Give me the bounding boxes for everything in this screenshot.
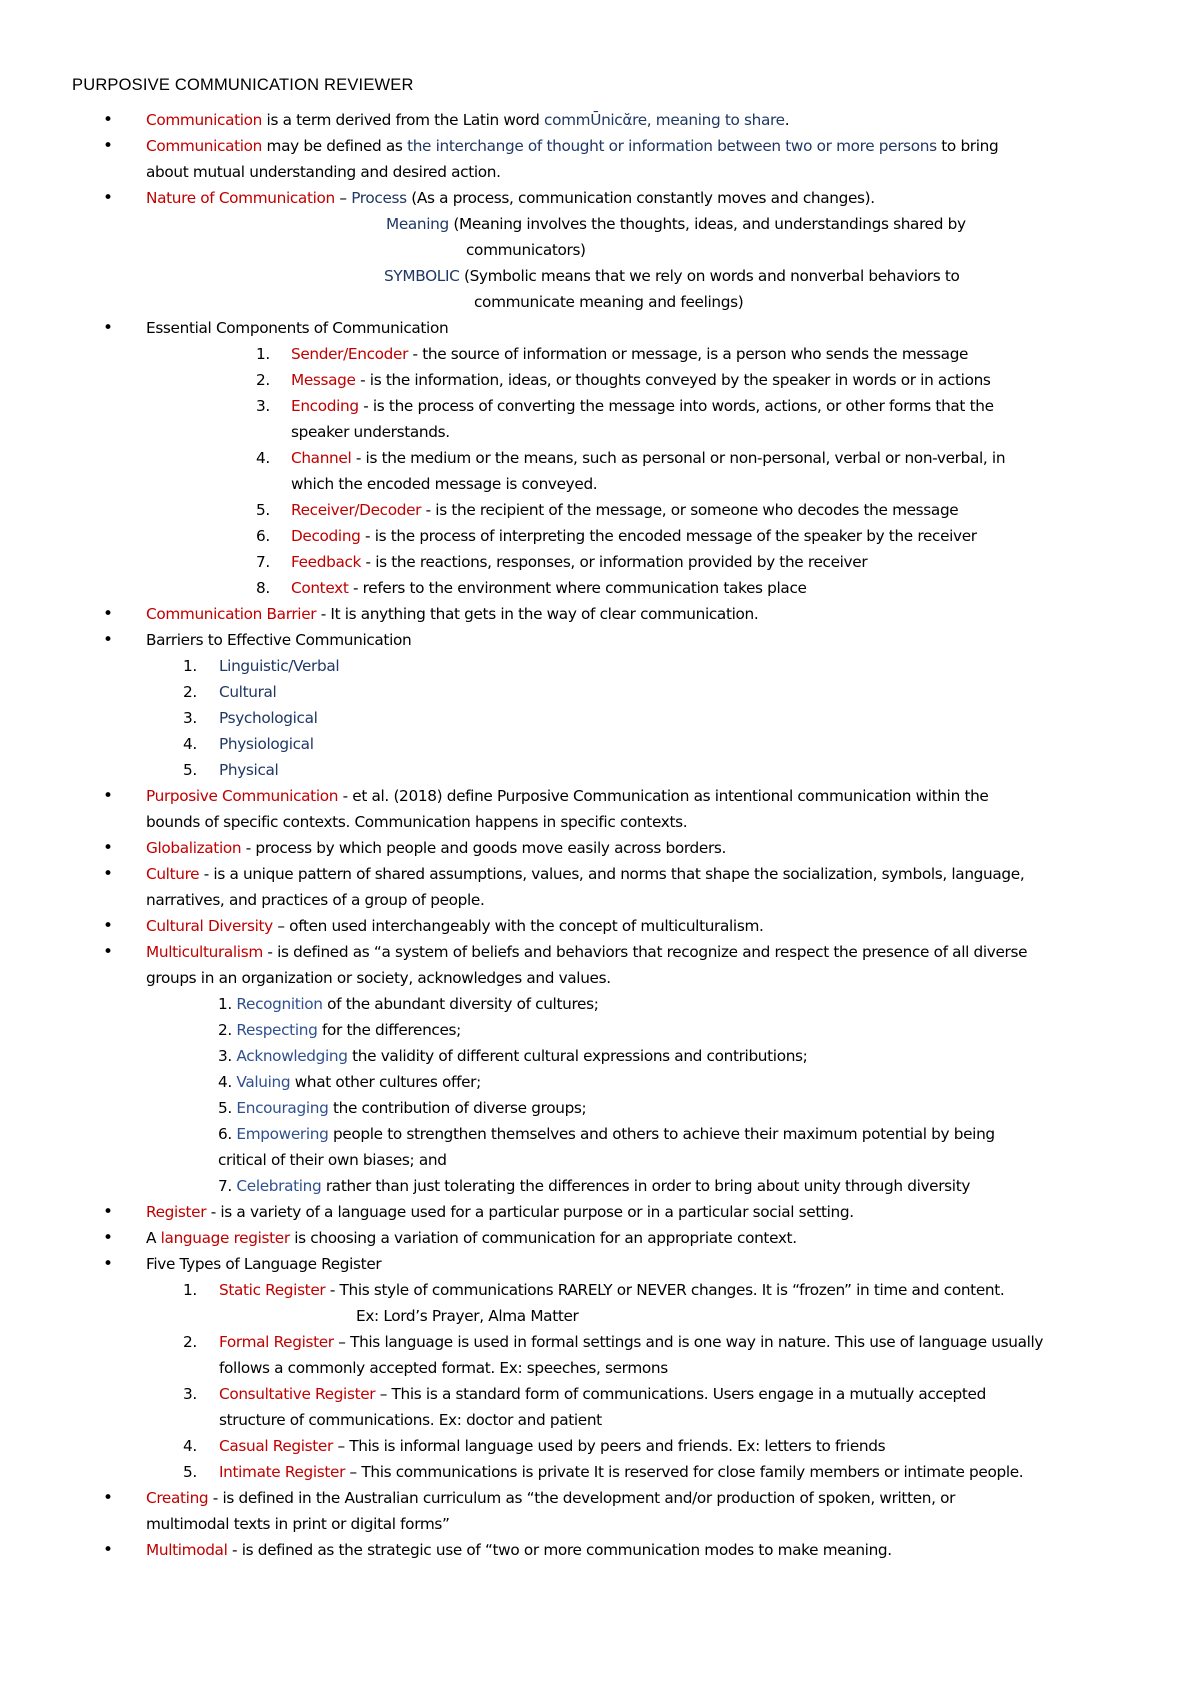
list-number: 5. bbox=[256, 501, 270, 519]
text: - is a unique pattern of shared assumptions, values, and norms that shape the socialization, symbols, language, bbox=[199, 865, 1025, 883]
bullet-icon: • bbox=[103, 1540, 113, 1560]
term: Formal Register bbox=[219, 1333, 334, 1351]
list-item bbox=[218, 1176, 970, 1196]
paragraph-line: about mutual understanding and desired action. bbox=[146, 163, 501, 181]
paragraph-line: multimodal texts in print or digital forms” bbox=[146, 1515, 450, 1533]
term: Creating bbox=[146, 1489, 209, 1507]
paragraph-line bbox=[384, 266, 960, 286]
list-item bbox=[219, 1384, 986, 1404]
list-item-continuation: structure of communications. Ex: doctor and patient bbox=[219, 1411, 602, 1429]
list-number: 3. bbox=[183, 709, 197, 727]
text: – bbox=[334, 189, 352, 207]
bullet-icon: • bbox=[103, 630, 113, 650]
text: - is the process of converting the message into words, actions, or other forms that the bbox=[358, 397, 994, 415]
term: Communication bbox=[146, 137, 263, 155]
list-item bbox=[291, 396, 994, 416]
paragraph-line: bounds of specific contexts. Communication happens in specific contexts. bbox=[146, 813, 688, 831]
text: - the source of information or message, is a person who sends the message bbox=[408, 345, 969, 363]
list-number: 6. bbox=[218, 1125, 237, 1143]
paragraph-line bbox=[146, 188, 875, 208]
list-number: 1. bbox=[256, 345, 270, 363]
text: is a term derived from the Latin word bbox=[262, 111, 545, 129]
term: Casual Register bbox=[219, 1437, 333, 1455]
list-item bbox=[219, 1280, 1004, 1300]
text: – This is informal language used by peers and friends. Ex: letters to friends bbox=[332, 1437, 886, 1455]
list-item-continuation: Ex: Lord’s Prayer, Alma Matter bbox=[356, 1307, 579, 1325]
list-number: 3. bbox=[256, 397, 270, 415]
paragraph-line bbox=[146, 864, 1024, 884]
paragraph-line bbox=[146, 110, 789, 130]
text: - is the information, ideas, or thoughts conveyed by the speaker in words or in actions bbox=[355, 371, 991, 389]
paragraph-line: narratives, and practices of a group of people. bbox=[146, 891, 485, 909]
bullet-icon: • bbox=[103, 136, 113, 156]
text: to bring bbox=[936, 137, 999, 155]
bullet-icon: • bbox=[103, 1254, 113, 1274]
text: (Meaning involves the thoughts, ideas, and understandings shared by bbox=[448, 215, 966, 233]
list-item-continuation: speaker understands. bbox=[291, 423, 450, 441]
list-number: 2. bbox=[256, 371, 270, 389]
list-number: 4. bbox=[256, 449, 270, 467]
text: of the abundant diversity of cultures; bbox=[322, 995, 599, 1013]
paragraph-line: Essential Components of Communication bbox=[146, 319, 449, 337]
term: Globalization bbox=[146, 839, 242, 857]
list-number: 4. bbox=[183, 1437, 197, 1455]
text: – often used interchangeably with the concept of multiculturalism. bbox=[272, 917, 764, 935]
text: is choosing a variation of communication for an appropriate context. bbox=[289, 1229, 797, 1247]
text: - It is anything that gets in the way of clear communication. bbox=[316, 605, 759, 623]
text: - is a variety of a language used for a particular purpose or in a particular social setting. bbox=[206, 1203, 854, 1221]
term: Context bbox=[291, 579, 349, 597]
list-item bbox=[219, 1332, 1043, 1352]
list-number: 8. bbox=[256, 579, 270, 597]
list-number: 3. bbox=[218, 1047, 237, 1065]
term: commŪnicᾰre, meaning to share bbox=[544, 111, 785, 129]
paragraph-line bbox=[146, 136, 998, 156]
list-item: Psychological bbox=[219, 709, 318, 727]
text: - refers to the environment where communication takes place bbox=[348, 579, 807, 597]
bullet-icon: • bbox=[103, 110, 113, 130]
list-item bbox=[291, 370, 991, 390]
document-title: PURPOSIVE COMMUNICATION REVIEWER bbox=[72, 76, 414, 94]
bullet-icon: • bbox=[103, 318, 113, 338]
text: - is defined in the Australian curriculum as “the development and/or production of spoken, written, or bbox=[208, 1489, 956, 1507]
term: Culture bbox=[146, 865, 200, 883]
paragraph-line: Barriers to Effective Communication bbox=[146, 631, 412, 649]
term: Channel bbox=[291, 449, 352, 467]
paragraph-line bbox=[146, 838, 726, 858]
list-item: Physical bbox=[219, 761, 279, 779]
term: Nature of Communication bbox=[146, 189, 335, 207]
list-number: 4. bbox=[183, 735, 197, 753]
list-number: 4. bbox=[218, 1073, 237, 1091]
list-item: Cultural bbox=[219, 683, 277, 701]
term: Meaning bbox=[386, 215, 449, 233]
bullet-icon: • bbox=[103, 916, 113, 936]
bullet-icon: • bbox=[103, 1228, 113, 1248]
text: - process by which people and goods move easily across borders. bbox=[241, 839, 727, 857]
bullet-icon: • bbox=[103, 786, 113, 806]
list-item-continuation: critical of their own biases; and bbox=[218, 1151, 447, 1169]
list-item bbox=[218, 1020, 461, 1040]
text: - et al. (2018) define Purposive Communication as intentional communication within the bbox=[338, 787, 989, 805]
list-item-continuation: follows a commonly accepted format. Ex: speeches, sermons bbox=[219, 1359, 668, 1377]
term: Process bbox=[351, 189, 407, 207]
term: language register bbox=[160, 1229, 290, 1247]
text: - is the reactions, responses, or information provided by the receiver bbox=[361, 553, 868, 571]
paragraph-line bbox=[146, 1540, 892, 1560]
term: Communication bbox=[146, 111, 263, 129]
text: – This communications is private It is reserved for close family members or intimate people. bbox=[345, 1463, 1024, 1481]
text: – This is a standard form of communications. Users engage in a mutually accepted bbox=[375, 1385, 986, 1403]
list-item bbox=[291, 526, 977, 546]
list-number: 7. bbox=[256, 553, 270, 571]
paragraph-line: communicators) bbox=[466, 241, 586, 259]
term: Register bbox=[146, 1203, 207, 1221]
term: Empowering bbox=[236, 1125, 329, 1143]
text: for the differences; bbox=[317, 1021, 461, 1039]
term: Valuing bbox=[236, 1073, 291, 1091]
paragraph-line bbox=[146, 604, 758, 624]
term: Communication Barrier bbox=[146, 605, 317, 623]
term: Respecting bbox=[236, 1021, 318, 1039]
term: Celebrating bbox=[236, 1177, 322, 1195]
term: Consultative Register bbox=[219, 1385, 376, 1403]
bullet-icon: • bbox=[103, 864, 113, 884]
list-number: 1. bbox=[183, 657, 197, 675]
term: Static Register bbox=[219, 1281, 326, 1299]
list-item bbox=[291, 578, 807, 598]
paragraph-line bbox=[146, 916, 764, 936]
text: - is the medium or the means, such as personal or non-personal, verbal or non-verbal, in bbox=[351, 449, 1006, 467]
list-item bbox=[291, 500, 958, 520]
term: Purposive Communication bbox=[146, 787, 339, 805]
bullet-icon: • bbox=[103, 838, 113, 858]
text: the contribution of diverse groups; bbox=[328, 1099, 587, 1117]
text: - is defined as “a system of beliefs and behaviors that recognize and respect the presence of all diverse bbox=[262, 943, 1028, 961]
paragraph-line bbox=[146, 786, 989, 806]
list-number: 7. bbox=[218, 1177, 237, 1195]
paragraph-line bbox=[146, 1488, 955, 1508]
list-item bbox=[218, 1072, 481, 1092]
list-item bbox=[291, 344, 968, 364]
list-number: 2. bbox=[183, 683, 197, 701]
bullet-icon: • bbox=[103, 604, 113, 624]
list-number: 2. bbox=[183, 1333, 197, 1351]
paragraph-line bbox=[146, 1202, 854, 1222]
paragraph-line bbox=[386, 214, 966, 234]
list-number: 5. bbox=[183, 761, 197, 779]
list-number: 1. bbox=[218, 995, 237, 1013]
bullet-icon: • bbox=[103, 942, 113, 962]
term: Intimate Register bbox=[219, 1463, 346, 1481]
text: (Symbolic means that we rely on words and nonverbal behaviors to bbox=[459, 267, 960, 285]
term: SYMBOLIC bbox=[384, 267, 460, 285]
list-item bbox=[291, 448, 1005, 468]
list-number: 5. bbox=[218, 1099, 237, 1117]
list-item bbox=[291, 552, 867, 572]
bullet-icon: • bbox=[103, 188, 113, 208]
list-item-continuation: which the encoded message is conveyed. bbox=[291, 475, 598, 493]
list-number: 3. bbox=[183, 1385, 197, 1403]
term: Acknowledging bbox=[236, 1047, 348, 1065]
text: – This language is used in formal settings and is one way in nature. This use of language usually bbox=[333, 1333, 1044, 1351]
text: (As a process, communication constantly moves and changes). bbox=[406, 189, 875, 207]
list-item: Linguistic/Verbal bbox=[219, 657, 340, 675]
term: Multiculturalism bbox=[146, 943, 263, 961]
text: rather than just tolerating the differences in order to bring about unity through diversity bbox=[321, 1177, 971, 1195]
paragraph-line bbox=[146, 1228, 797, 1248]
term: Feedback bbox=[291, 553, 362, 571]
text: what other cultures offer; bbox=[290, 1073, 481, 1091]
list-number: 5. bbox=[183, 1463, 197, 1481]
list-item bbox=[219, 1436, 885, 1456]
text: the validity of different cultural expressions and contributions; bbox=[347, 1047, 808, 1065]
text: - is the recipient of the message, or someone who decodes the message bbox=[421, 501, 959, 519]
list-item bbox=[219, 1462, 1023, 1482]
paragraph-line: groups in an organization or society, acknowledges and values. bbox=[146, 969, 611, 987]
list-number: 6. bbox=[256, 527, 270, 545]
term: Encoding bbox=[291, 397, 359, 415]
text: . bbox=[784, 111, 790, 129]
text: - This style of communications RARELY or NEVER changes. It is “frozen” in time and content. bbox=[325, 1281, 1005, 1299]
term: the interchange of thought or information between two or more persons bbox=[407, 137, 937, 155]
paragraph-line: Five Types of Language Register bbox=[146, 1255, 382, 1273]
term: Multimodal bbox=[146, 1541, 228, 1559]
paragraph-line: communicate meaning and feelings) bbox=[474, 293, 744, 311]
paragraph-line bbox=[146, 942, 1027, 962]
term: Cultural Diversity bbox=[146, 917, 273, 935]
term: Receiver/Decoder bbox=[291, 501, 422, 519]
list-item: Physiological bbox=[219, 735, 314, 753]
term: Decoding bbox=[291, 527, 361, 545]
list-item bbox=[218, 1098, 586, 1118]
term: Message bbox=[291, 371, 356, 389]
list-item bbox=[218, 1124, 995, 1144]
list-number: 1. bbox=[183, 1281, 197, 1299]
text: - is the process of interpreting the encoded message of the speaker by the receiver bbox=[360, 527, 977, 545]
term: Sender/Encoder bbox=[291, 345, 409, 363]
text: may be defined as bbox=[262, 137, 408, 155]
list-item bbox=[218, 994, 599, 1014]
text: - is defined as the strategic use of “two or more communication modes to make meaning. bbox=[227, 1541, 892, 1559]
list-number: 2. bbox=[218, 1021, 237, 1039]
list-item bbox=[218, 1046, 807, 1066]
bullet-icon: • bbox=[103, 1202, 113, 1222]
text: A bbox=[146, 1229, 161, 1247]
text: people to strengthen themselves and others to achieve their maximum potential by being bbox=[328, 1125, 995, 1143]
term: Recognition bbox=[236, 995, 323, 1013]
bullet-icon: • bbox=[103, 1488, 113, 1508]
term: Encouraging bbox=[236, 1099, 329, 1117]
